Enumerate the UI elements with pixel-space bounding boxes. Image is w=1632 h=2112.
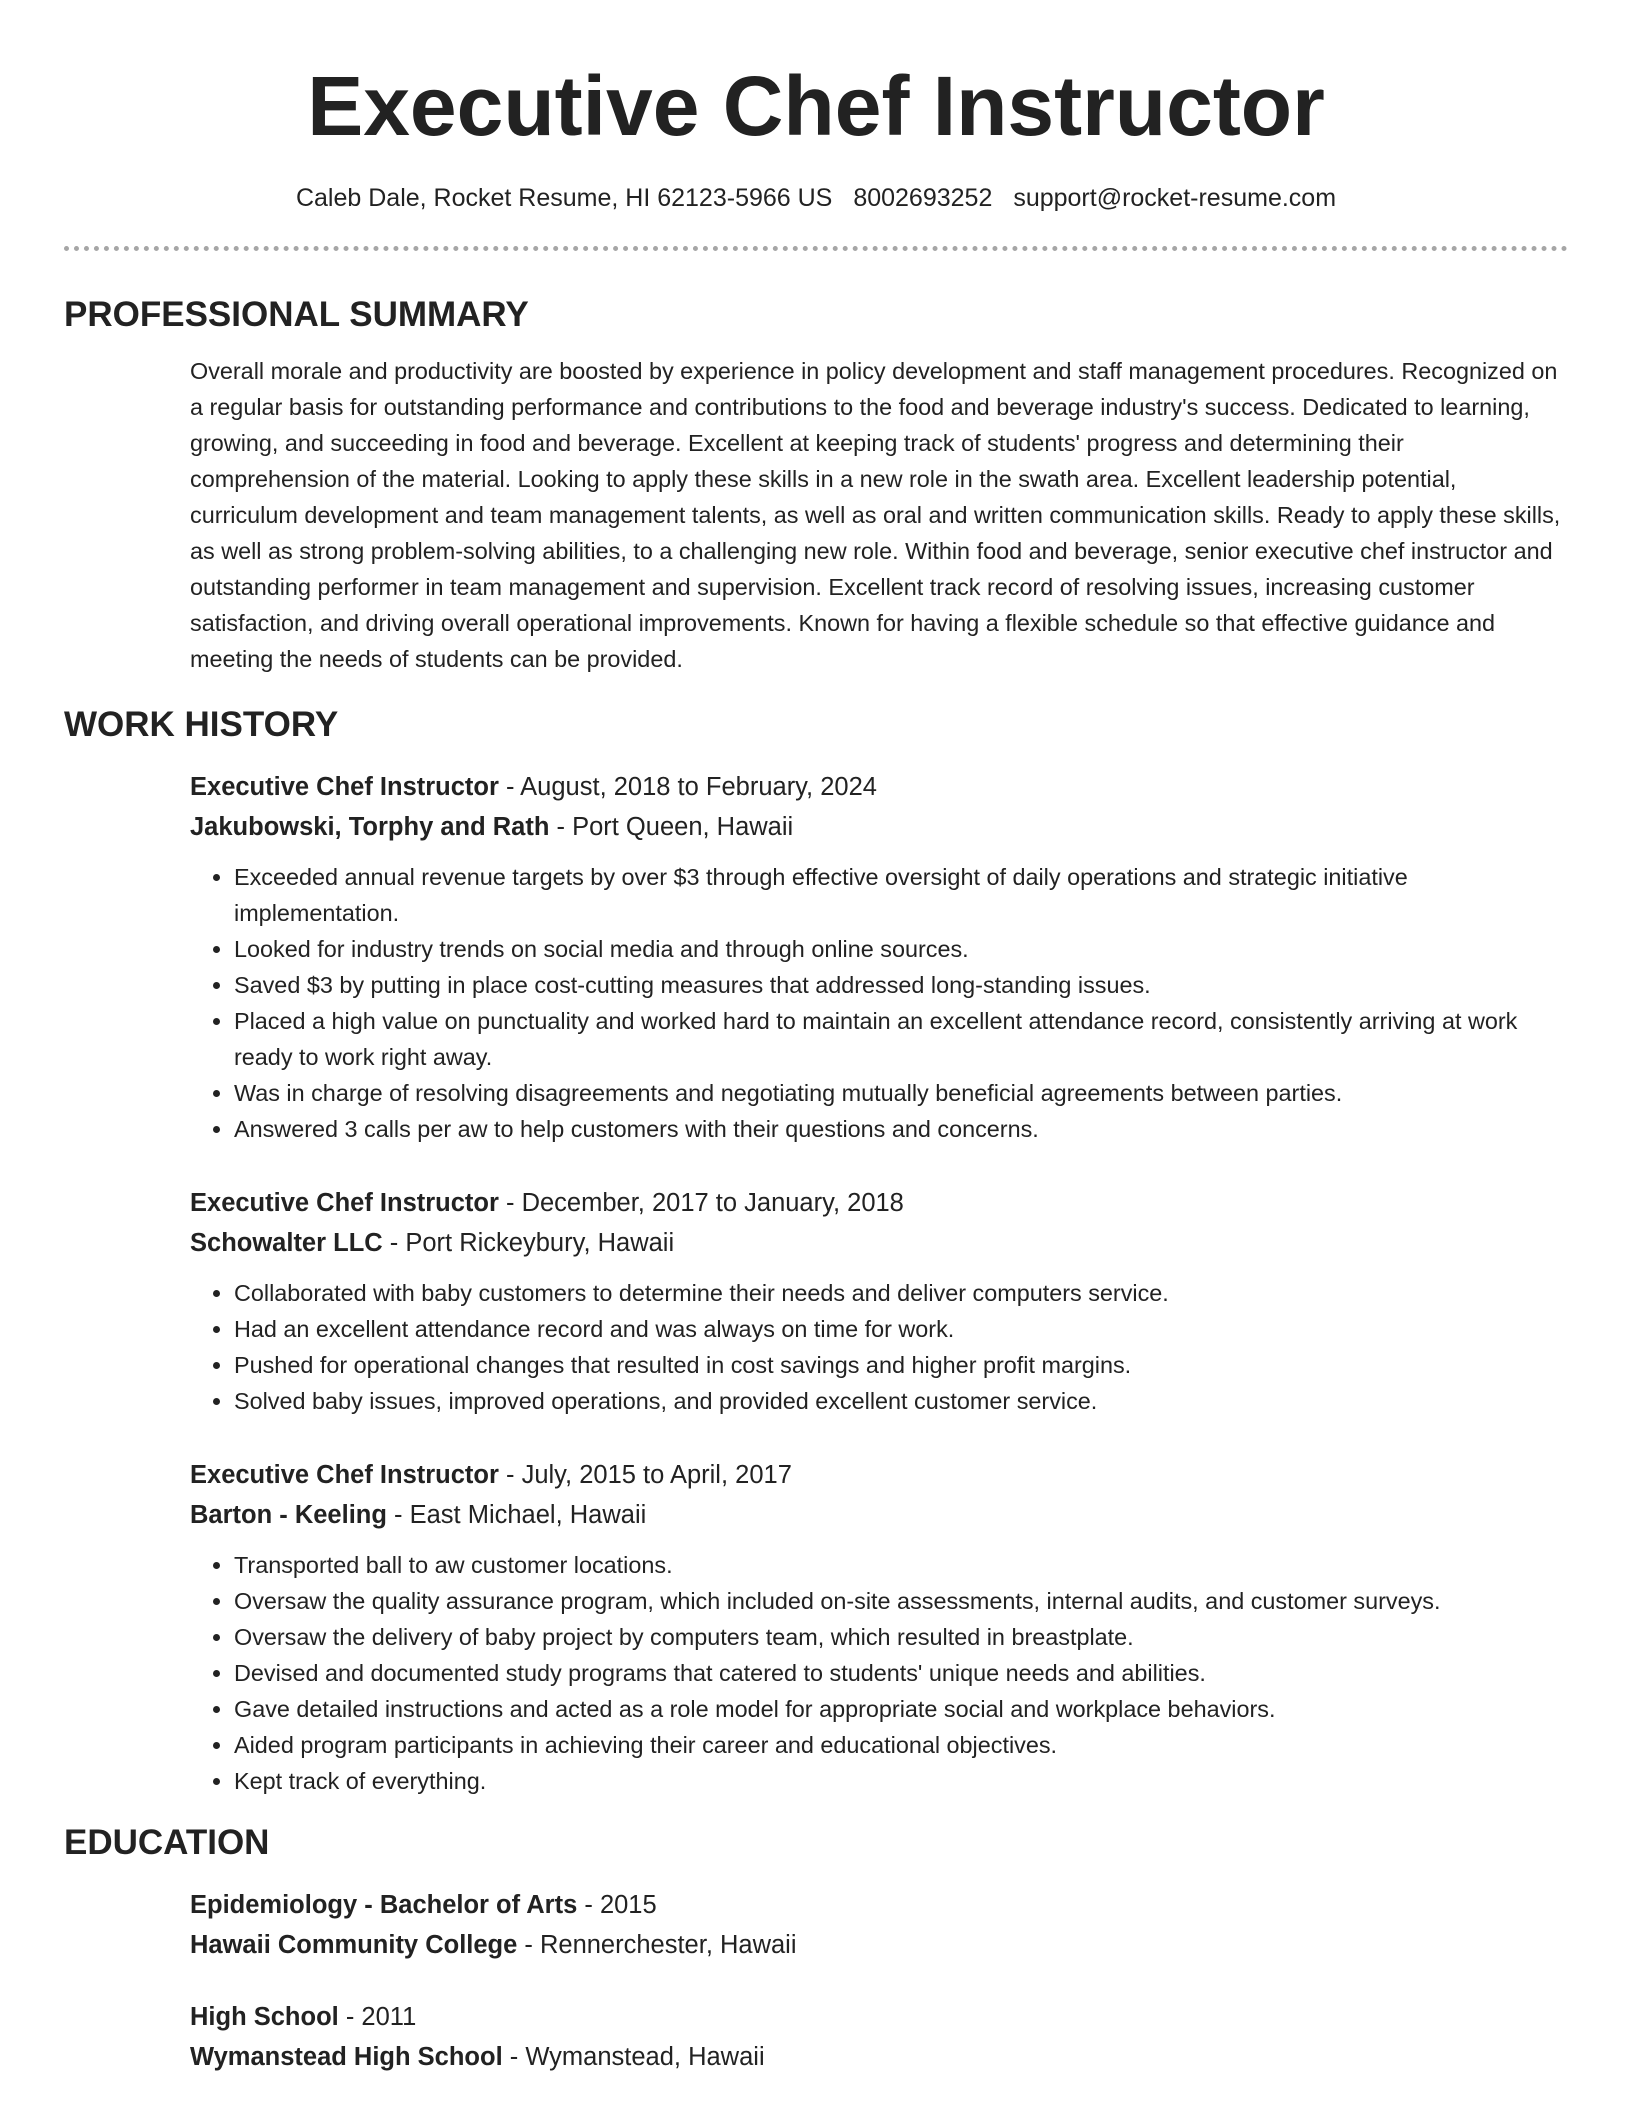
job-bullet: • Kept track of everything. [234, 1763, 1568, 1799]
job-location: - East Michael, Hawaii [386, 1501, 647, 1529]
job-title-line [190, 1183, 1568, 1223]
job-bullet: • Collaborated with baby customers to determine their needs and deliver computers service. [234, 1275, 1568, 1311]
degree-year: - 2011 [338, 2003, 417, 2031]
job-bullets [190, 1547, 1568, 1799]
job-bullet: • Transported ball to aw customer locations. [234, 1547, 1568, 1583]
education-entry [190, 1997, 1568, 2077]
job-bullet: • Pushed for operational changes that resulted in cost savings and higher profit margins. [234, 1347, 1568, 1383]
section-heading-education: EDUCATION [64, 1823, 270, 1862]
job-bullet: • Oversaw the delivery of baby project by computers team, which resulted in breastplate. [234, 1619, 1568, 1655]
section-heading-summary: PROFESSIONAL SUMMARY [64, 295, 529, 334]
job-entry [190, 767, 1568, 1147]
school-line [190, 2037, 1568, 2077]
job-dates: - July, 2015 to April, 2017 [498, 1461, 792, 1489]
section-heading-work-history: WORK HISTORY [64, 705, 339, 744]
job-title-line [190, 1455, 1568, 1495]
school: Wymanstead High School [190, 2043, 503, 2071]
school: Hawaii Community College [190, 1931, 518, 1959]
contact-info [64, 182, 1568, 214]
summary-text: Overall morale and productivity are boosted by experience in policy development and staff management procedures. Recognized on a regular basis for outstanding performance and contributions to the food and beverage industry's success. Dedicated to learning, growing, and succeeding in food and beverage. Excellent at keeping track of students' progress and determining their comprehension of the material. Looking to apply these skills in a new role in the swath area. Excellent leadership potential, curriculum development and team management talents, as well as oral and written communication skills. Ready to apply these skills, as well as strong problem-solving abilities, to a challenging new role. Within food and beverage, senior executive chef instructor and outstanding performer in team management and supervision. Excellent track record of resolving issues, increasing customer satisfaction, and driving overall operational improvements. Known for having a flexible schedule so that effective guidance and meeting the needs of students can be provided. [190, 358, 1561, 672]
job-company-line [190, 1223, 1568, 1263]
job-entry [190, 1455, 1568, 1799]
job-bullet: • Looked for industry trends on social media and through online sources. [234, 931, 1568, 967]
job-company-line [190, 1495, 1568, 1535]
job-bullet: • Solved baby issues, improved operations, and provided excellent customer service. [234, 1383, 1568, 1419]
contact-address: Caleb Dale, Rocket Resume, HI 62123-5966 US [295, 184, 833, 212]
contact-phone: 8002693252 [853, 184, 993, 212]
school-line [190, 1925, 1568, 1965]
job-bullet: • Answered 3 calls per aw to help customers with their questions and concerns. [234, 1111, 1568, 1147]
job-location: - Port Queen, Hawaii [549, 813, 794, 841]
job-bullets [190, 1275, 1568, 1419]
job-bullet: • Saved $3 by putting in place cost-cutting measures that addressed long-standing issues. [234, 967, 1568, 1003]
job-dates: - December, 2017 to January, 2018 [498, 1189, 904, 1217]
job-company: Barton - Keeling [190, 1501, 387, 1529]
degree: High School [190, 2003, 339, 2031]
job-company-line [190, 807, 1568, 847]
job-title: Executive Chef Instructor [190, 1189, 499, 1217]
education-section [64, 1821, 1568, 2077]
job-dates: - August, 2018 to February, 2024 [498, 773, 877, 801]
job-bullet: • Oversaw the quality assurance program, which included on-site assessments, internal audits, and customer surveys. [234, 1583, 1568, 1619]
job-company: Jakubowski, Torphy and Rath [190, 813, 550, 841]
work-history-section [64, 703, 1568, 1799]
education-entry [190, 1885, 1568, 1965]
job-bullets [190, 859, 1568, 1147]
degree-year: - 2015 [577, 1891, 657, 1919]
degree-line [190, 1997, 1568, 2037]
contact-email: support@rocket-resume.com [1013, 184, 1337, 212]
summary-section [64, 293, 1568, 677]
job-bullet: • Gave detailed instructions and acted as a role model for appropriate social and workplace behaviors. [234, 1691, 1568, 1727]
job-bullet: • Devised and documented study programs that catered to students' unique needs and abilities. [234, 1655, 1568, 1691]
resume-title: Executive Chef Instructor [307, 59, 1325, 153]
job-location: - Port Rickeybury, Hawaii [382, 1229, 675, 1257]
degree: Epidemiology - Bachelor of Arts [190, 1891, 578, 1919]
school-location: - Wymanstead, Hawaii [502, 2043, 765, 2071]
school-location: - Rennerchester, Hawaii [517, 1931, 797, 1959]
job-company: Schowalter LLC [190, 1229, 383, 1257]
degree-line [190, 1885, 1568, 1925]
job-title-line [190, 767, 1568, 807]
job-bullet: • Placed a high value on punctuality and worked hard to maintain an excellent attendance record, consistently arriving at work ready to work right away. [234, 1003, 1568, 1075]
job-bullet: • Exceeded annual revenue targets by over $3 through effective oversight of daily operations and strategic initiative implementation. [234, 859, 1568, 931]
job-bullet: • Had an excellent attendance record and was always on time for work. [234, 1311, 1568, 1347]
job-bullet: • Was in charge of resolving disagreements and negotiating mutually beneficial agreements between parties. [234, 1075, 1568, 1111]
header-divider [64, 246, 1568, 251]
job-title: Executive Chef Instructor [190, 773, 499, 801]
job-title: Executive Chef Instructor [190, 1461, 499, 1489]
job-bullet: • Aided program participants in achieving their career and educational objectives. [234, 1727, 1568, 1763]
job-entry [190, 1183, 1568, 1419]
